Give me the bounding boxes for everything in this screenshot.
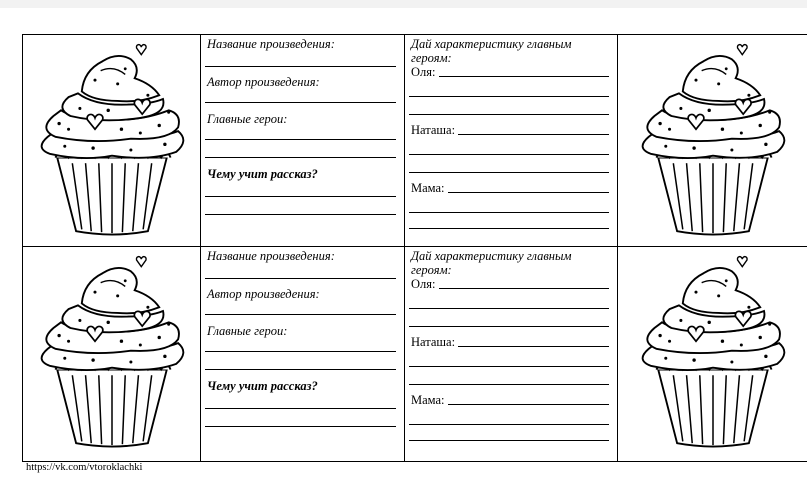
cupcake-icon xyxy=(628,39,798,244)
hero1-label: Оля: xyxy=(411,65,436,79)
hero-row[interactable] xyxy=(405,181,617,195)
lesson-label: Чему учит рассказ? xyxy=(207,379,318,393)
lesson-label: Чему учит рассказ? xyxy=(207,167,318,181)
cupcake-icon xyxy=(27,39,197,244)
answer-line[interactable] xyxy=(409,227,609,229)
characters-cell-1 xyxy=(405,35,618,247)
cupcake-icon xyxy=(27,251,197,456)
author-label: Автор произведения: xyxy=(207,287,320,301)
characters-cell-2 xyxy=(405,247,618,462)
author-label: Автор произведения: xyxy=(207,75,320,89)
hero-row[interactable] xyxy=(405,277,617,291)
title-label: Название произведения: xyxy=(207,37,335,51)
lesson-answer-line[interactable] xyxy=(205,213,396,215)
hero3-label: Мама: xyxy=(411,393,445,407)
hero1-label: Оля: xyxy=(411,277,436,291)
book-info-cell-1 xyxy=(201,35,405,247)
card-sheet xyxy=(22,34,807,462)
hero3-label: Мама: xyxy=(411,181,445,195)
hero2-label: Наташа: xyxy=(411,335,456,349)
cupcake-cell-left-1 xyxy=(23,35,201,247)
cupcake-cell-left-2 xyxy=(23,247,201,462)
cupcake-icon xyxy=(628,251,798,456)
hero2-label: Наташа: xyxy=(411,123,456,137)
heroes-label: Главные герои: xyxy=(207,112,288,126)
book-info-cell-2 xyxy=(201,247,405,462)
heroes-label: Главные герои: xyxy=(207,324,288,338)
hero-row[interactable] xyxy=(405,335,617,349)
cupcake-cell-right-1 xyxy=(618,35,807,247)
answer-line[interactable] xyxy=(409,439,609,441)
cupcake-cell-right-2 xyxy=(618,247,807,462)
characterize-label: Дай характеристику главным героям: xyxy=(411,37,572,65)
source-link[interactable]: https://vk.com/vtoroklachki xyxy=(26,462,143,473)
title-label: Название произведения: xyxy=(207,249,335,263)
top-strip xyxy=(0,0,807,8)
lesson-answer-line[interactable] xyxy=(205,425,396,427)
hero-row[interactable] xyxy=(405,393,617,407)
hero-row[interactable] xyxy=(405,65,617,79)
hero-row[interactable] xyxy=(405,123,617,137)
characterize-label: Дай характеристику главным героям: xyxy=(411,249,572,277)
